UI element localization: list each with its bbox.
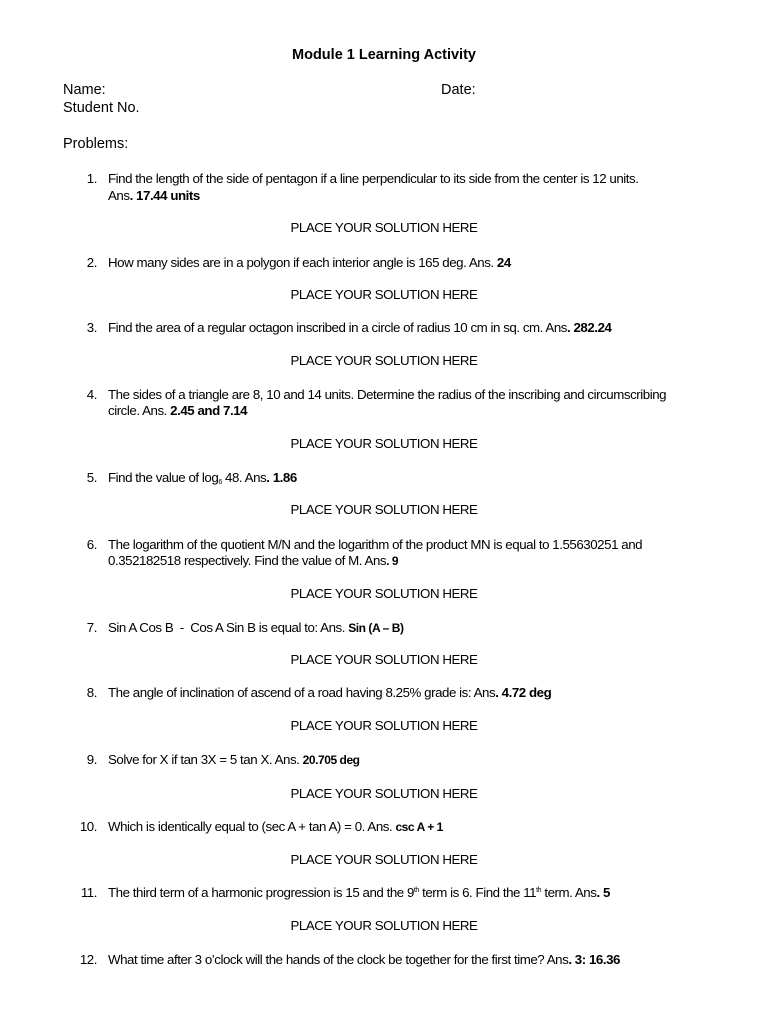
solution-placeholder: PLACE YOUR SOLUTION HERE <box>290 287 478 302</box>
problem-text: Find the value of $\log_6 48$. Ans. 1.86 <box>108 470 297 486</box>
problem-answer: . 3: 16.36 <box>568 952 620 967</box>
problem-number: 7. <box>86 620 97 635</box>
problem-answer: . 9 <box>386 554 399 568</box>
problem-number: 12. <box>79 952 97 967</box>
problem-number: 5. <box>86 470 97 485</box>
problem-number: 1. <box>86 171 97 186</box>
problem-answer: . 17.44 units <box>129 188 200 203</box>
problem-number: 9. <box>86 752 97 767</box>
problem-text-continued: Ans. 17.44 units <box>108 188 200 203</box>
problem-answer: Sin (A – B) <box>348 621 404 635</box>
problem-number: 11. <box>80 885 97 900</box>
name-label: Name: <box>63 82 106 98</box>
problem-text: Sin A Cos B - Cos A Sin B is equal to: Ans. Sin (A – B) <box>108 620 404 635</box>
solution-placeholder: PLACE YOUR SOLUTION HERE <box>290 652 478 667</box>
problem-text: What time after 3 o’clock will the hands of the clock be together for the first time? Ans. 3: 16.36 <box>108 952 620 967</box>
solution-placeholder: PLACE YOUR SOLUTION HERE <box>290 918 478 933</box>
ordinal-superscript: th <box>536 887 542 894</box>
solution-placeholder: PLACE YOUR SOLUTION HERE <box>290 786 478 801</box>
solution-placeholder: PLACE YOUR SOLUTION HERE <box>290 220 478 235</box>
page-title: Module 1 Learning Activity <box>292 47 476 63</box>
problem-number: 4. <box>86 387 97 402</box>
problem-answer: 2.45 and 7.14 <box>170 403 248 418</box>
problem-answer: 24 <box>496 255 511 270</box>
problem-text: Find the length of the side of pentagon if a line perpendicular to its side from the center is 12 units. <box>108 171 639 186</box>
problem-text: The angle of inclination of ascend of a road having 8.25% grade is: Ans. 4.72 deg <box>108 685 552 700</box>
problem-answer: . 5 <box>596 885 610 900</box>
problem-number: 10. <box>79 819 97 834</box>
problems-label: Problems: <box>63 136 129 152</box>
problem-answer: . 1.86 <box>266 470 297 485</box>
problem-number: 2. <box>86 255 97 270</box>
log-base-subscript: 6 <box>218 479 222 486</box>
problem-number: 3. <box>86 320 97 335</box>
solution-placeholder: PLACE YOUR SOLUTION HERE <box>290 586 478 601</box>
problem-number: 8. <box>86 685 97 700</box>
date-label: Date: <box>441 82 476 98</box>
problem-answer: . 282.24 <box>567 320 612 335</box>
solution-placeholder: PLACE YOUR SOLUTION HERE <box>290 353 478 368</box>
problem-text: The logarithm of the quotient M/N and the logarithm of the product MN is equal to 1.55630251 and <box>108 537 643 552</box>
problem-text: Find the area of a regular octagon inscribed in a circle of radius 10 cm in sq. cm. Ans. 282.24 <box>108 320 612 335</box>
student-no-label: Student No. <box>63 100 140 116</box>
problem-text: How many sides are in a polygon if each interior angle is 165 deg. Ans. 24 <box>108 255 511 270</box>
problem-answer: csc A + 1 <box>395 820 443 834</box>
solution-placeholder: PLACE YOUR SOLUTION HERE <box>290 502 478 517</box>
problem-text: Solve for X if tan 3X = 5 tan X. Ans. 20.705 deg <box>108 752 360 767</box>
ordinal-superscript: th <box>413 887 419 894</box>
problem-text: The third term of a harmonic progression is 15 and the 9th term is 6. Find the 11th term. Ans. 5 <box>108 885 610 900</box>
problem-text-continued: 0.352182518 respectively. Find the value of M. Ans. 9 <box>108 553 399 568</box>
problem-number: 6. <box>86 537 97 552</box>
problem-answer: . 4.72 deg <box>495 685 552 700</box>
solution-placeholder: PLACE YOUR SOLUTION HERE <box>290 436 478 451</box>
solution-placeholder: PLACE YOUR SOLUTION HERE <box>290 852 478 867</box>
problem-answer: 20.705 deg <box>302 753 360 767</box>
solution-placeholder: PLACE YOUR SOLUTION HERE <box>290 718 478 733</box>
problem-text: The sides of a triangle are 8, 10 and 14 units. Determine the radius of the inscribing and circumscribing <box>108 387 667 402</box>
problem-text: Which is identically equal to (sec A + tan A) = 0. Ans. csc A + 1 <box>108 819 443 834</box>
problem-text-continued: circle. Ans. 2.45 and 7.14 <box>108 403 248 418</box>
